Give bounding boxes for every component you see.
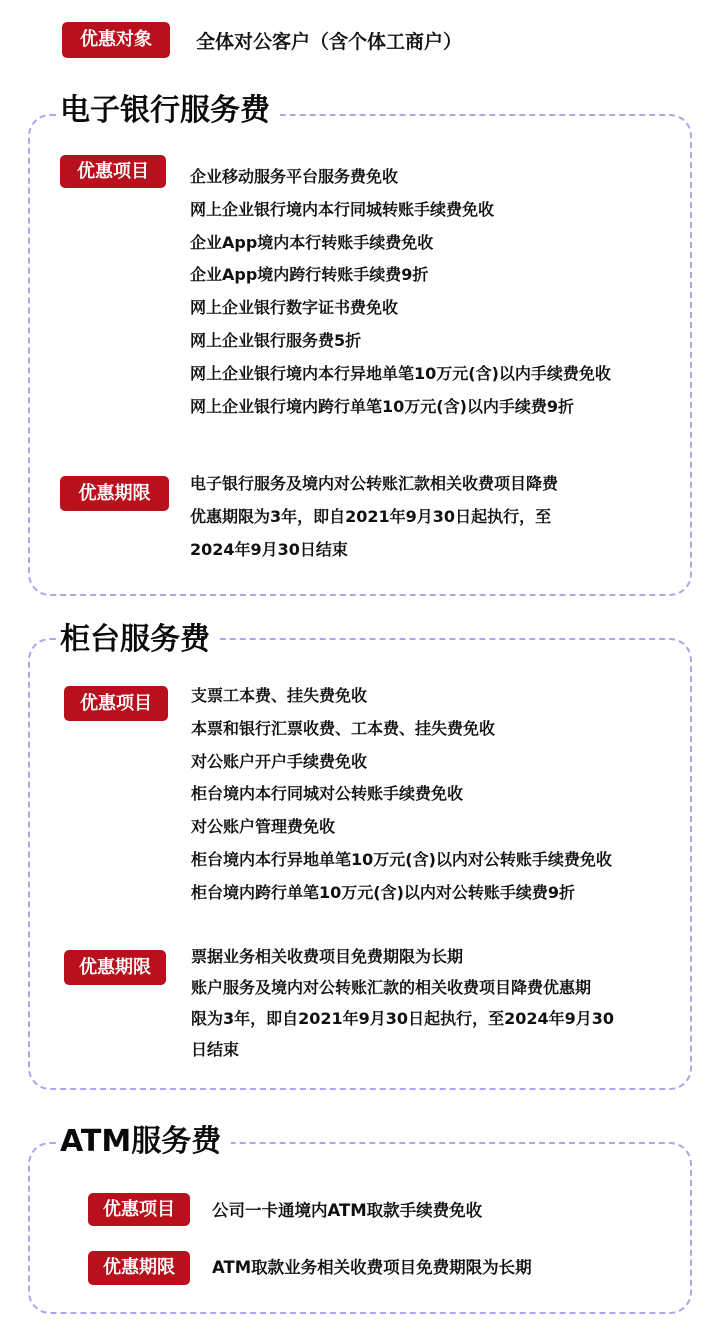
period-text-counter [191,941,614,1065]
list-item: 柜台境内本行同城对公转账手续费免收 [191,784,464,804]
section-title-counter: 柜台服务费 [56,620,220,660]
items-badge-atm: 优惠项目 [88,1193,190,1226]
period-line: 日结束 [191,1040,240,1059]
list-item: 网上企业银行境内本行同城转账手续费免收 [190,199,495,219]
section-title-atm: ATM服务费 [56,1122,231,1162]
period-line: 限为3年，即自2021年9月30日起执行，至2024年9月30 [191,1009,614,1028]
section-title-electronic-banking: 电子银行服务费 [56,91,280,131]
list-item: 对公账户开户手续费免收 [191,751,368,771]
period-line: 电子银行服务及境内对公转账汇款相关收费项目降费 [190,474,559,493]
items-badge-electronic-banking: 优惠项目 [60,155,166,188]
period-text-atm: ATM取款业务相关收费项目免费期限为长期 [212,1258,532,1277]
list-item: 网上企业银行数字证书费免收 [190,298,399,318]
items-badge-counter: 优惠项目 [64,686,168,721]
period-line: 优惠期限为3年，即自2021年9月30日起执行，至 [190,506,552,526]
period-line: 账户服务及境内对公转账汇款的相关收费项目降费优惠期 [191,978,592,997]
list-item: 对公账户管理费免收 [191,817,336,837]
items-list-electronic-banking [190,161,611,423]
list-item: 柜台境内跨行单笔10万元(含)以内对公转账手续费9折 [191,882,576,902]
list-item: 企业App境内跨行转账手续费9折 [190,265,429,285]
target-text: 全体对公客户（含个体工商户） [196,31,463,53]
period-badge-electronic-banking: 优惠期限 [60,476,169,511]
period-badge-counter: 优惠期限 [64,950,166,985]
list-item: 柜台境内本行异地单笔10万元(含)以内对公转账手续费免收 [191,849,612,869]
items-list-counter [191,680,612,910]
list-item: 本票和银行汇票收费、工本费、挂失费免收 [191,718,496,738]
items-text-atm: 公司一卡通境内ATM取款手续费免收 [212,1201,483,1220]
period-text-electronic-banking [190,468,558,566]
list-item: 网上企业银行境内跨行单笔10万元(含)以内手续费9折 [190,396,575,416]
list-item: 网上企业银行境内本行异地单笔10万元(含)以内手续费免收 [190,363,611,383]
list-item: 支票工本费、挂失费免收 [191,686,368,705]
list-item: 企业App境内本行转账手续费免收 [190,232,434,252]
target-badge: 优惠对象 [62,22,170,58]
period-line: 2024年9月30日结束 [190,539,348,559]
list-item: 网上企业银行服务费5折 [190,330,362,350]
section-atm [28,1142,692,1314]
period-badge-atm: 优惠期限 [88,1251,190,1285]
period-line: 票据业务相关收费项目免费期限为长期 [191,947,464,966]
list-item: 企业移动服务平台服务费免收 [190,167,399,186]
